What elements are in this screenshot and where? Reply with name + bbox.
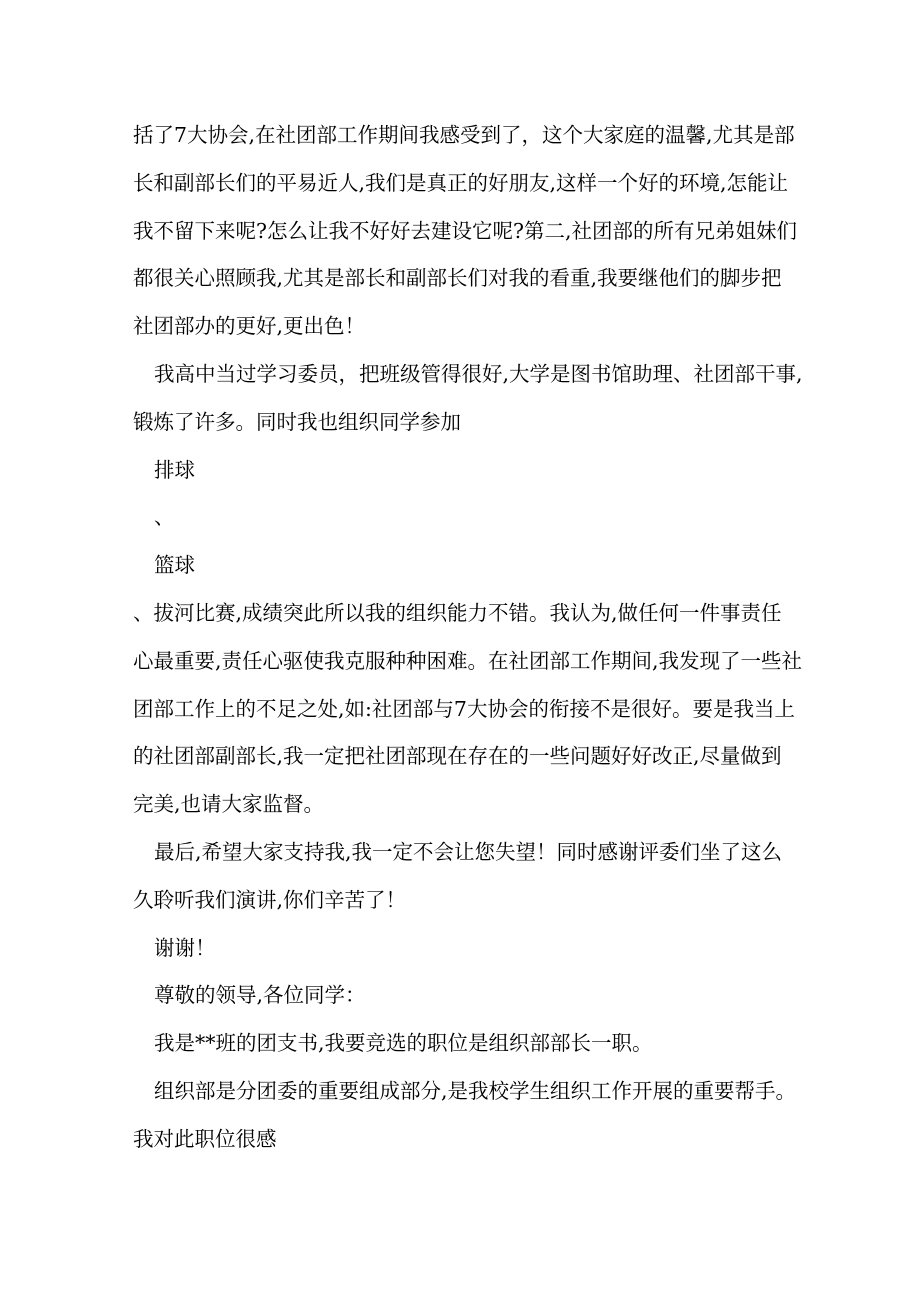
text-line-5: 社团部办的更好,更出色！ <box>133 314 366 339</box>
text-line-7: 锻炼了许多。同时我也组织同学参加 <box>133 409 461 434</box>
text-line-3: 我不留下来呢?怎么让我不好好去建设它呢?第二,社团部的所有兄弟姐妹们 <box>133 218 797 243</box>
text-line-17: 久聆听我们演讲,你们辛苦了！ <box>133 887 407 912</box>
text-line-13: 团部工作上的不足之处,如:社团部与7大协会的衔接不是很好。要是我当上 <box>133 696 795 721</box>
text-line-2: 长和副部长们的平易近人,我们是真正的好朋友,这样一个好的环境,怎能让 <box>133 170 789 195</box>
text-line-12: 心最重要,责任心驱使我克服种种困难。在社团部工作期间,我发现了一些社 <box>133 648 803 673</box>
text-line-22: 我对此职位很感 <box>133 1126 277 1151</box>
text-line-8: 排球 <box>154 457 195 482</box>
text-line-4: 都很关心照顾我,尤其是部长和副部长们对我的看重,我要继他们的脚步把 <box>133 266 782 291</box>
text-line-6: 我高中当过学习委员，把班级管得很好,大学是图书馆助理、社团部干事, <box>154 361 803 386</box>
text-line-14: 的社团部副部长,我一定把社团部现在存在的一些问题好好改正,尽量做到 <box>133 744 782 769</box>
text-line-19: 尊敬的领导,各位同学： <box>154 983 366 1008</box>
text-line-1: 括了7大协会,在社团部工作期间我感受到了，这个大家庭的温馨,尤其是部 <box>133 123 795 147</box>
text-line-15: 完美,也请大家监督。 <box>133 792 325 817</box>
text-line-16: 最后,希望大家支持我,我一定不会让您失望！同时感谢评委们坐了这么 <box>154 839 783 864</box>
text-line-11: 、拔河比赛,成绩突此所以我的组织能力不错。我认为,做任何一件事责任 <box>133 600 782 625</box>
text-line-10: 篮球 <box>154 553 195 578</box>
text-line-21: 组织部是分团委的重要组成部分,是我校学生组织工作开展的重要帮手。 <box>154 1078 797 1103</box>
text-line-20: 我是**班的团支书,我要竞选的职位是组织部部长一职。 <box>154 1031 653 1056</box>
text-line-18: 谢谢！ <box>154 935 216 960</box>
text-line-9: 、 <box>154 505 175 530</box>
document-body <box>133 112 803 1164</box>
